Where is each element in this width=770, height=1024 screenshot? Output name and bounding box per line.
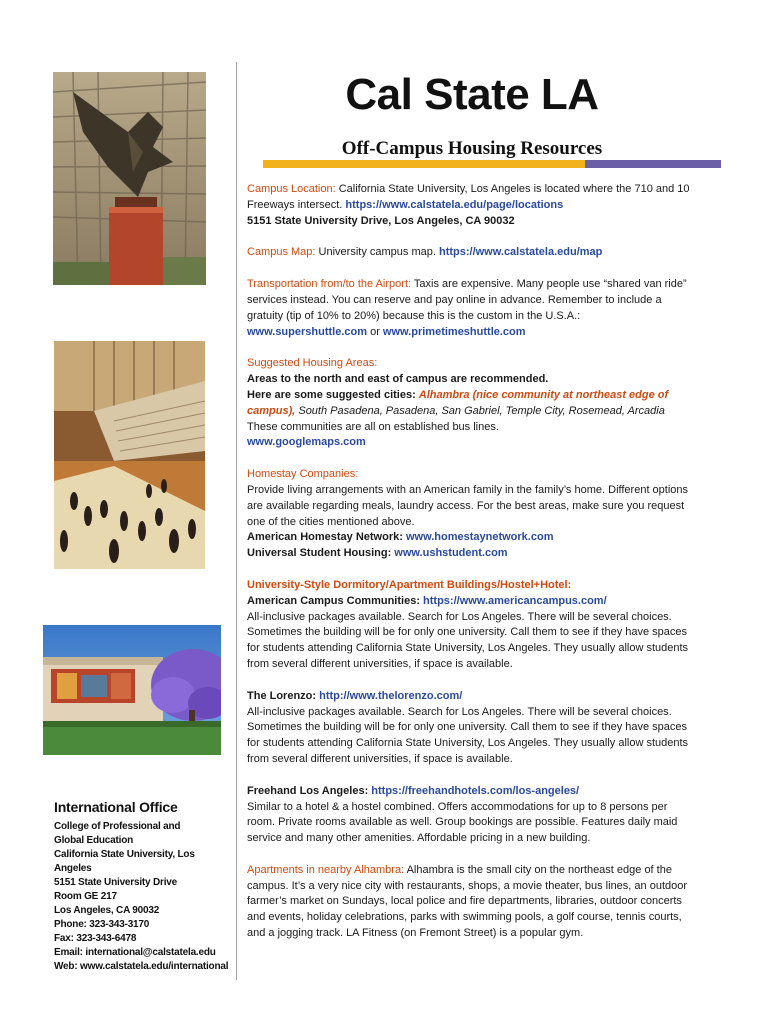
office-line: Global Education	[54, 835, 134, 846]
section-text: Similar to a hotel & a hostel combined. Offers accommodations for up to 8 persons per room. Private rooms available as well. Group bookings are possible. Features daily maid service and many other amenities. Affordable pricing in a new building.	[247, 800, 678, 845]
freehandhotels-link[interactable]: https://freehandhotels.com/los-angeles/	[371, 784, 580, 797]
section-text: Alhambra is the small city on the northeast edge of the campus. It’s a very nice city with restaurants, shops, a movie theater, bus lines, an outdoor farmer’s market on Sundays, local police and fire departments, libraries, outdoor concerts and events, holiday celebrations, parks with swimming pools, a golf course, tennis courts, and a jogging track. LA Fitness (on Fremont Street) is a popular gym.	[247, 863, 688, 940]
page-subtitle: Off-Campus Housing Resources	[341, 138, 603, 159]
section-text: Taxis are expensive. Many people use “shared van ride” services instead. You can reserve and pay online in advance. Remember to include a gratuity (tip of 10% to 20%) because this is the custom in the U.S.A.:	[247, 278, 687, 322]
office-email[interactable]: Email: international@calstatela.edu	[54, 947, 216, 958]
section-heading: Suggested Housing Areas:	[247, 357, 378, 370]
ushstudent-link[interactable]: www.ushstudent.com	[394, 547, 508, 560]
supershuttle-link[interactable]: www.supershuttle.com	[247, 325, 368, 338]
section-heading: Homestay Companies:	[247, 468, 359, 481]
section-heading: Apartments in nearby Alhambra:	[247, 863, 405, 876]
office-web[interactable]: Web: www.calstatela.edu/international	[54, 961, 229, 972]
areas-recommendation: Areas to the north and east of campus are recommended.	[247, 373, 549, 386]
office-line: 5151 State University Drive	[54, 877, 178, 888]
section-dormitory	[247, 578, 697, 673]
section-heading: Campus Location:	[247, 183, 336, 195]
vertical-divider	[236, 62, 237, 980]
section-airport-transport	[247, 277, 697, 340]
page-title: Cal State LA	[345, 70, 599, 119]
section-alhambra-apartments	[247, 863, 697, 942]
international-office-contact	[54, 800, 234, 974]
section-homestay	[247, 467, 697, 562]
resources-content	[247, 182, 697, 958]
areas-bus-note: These communities are all on established bus lines.	[247, 420, 499, 433]
campus-map-link[interactable]: https://www.calstatela.edu/map	[438, 246, 603, 259]
section-text: Provide living arrangements with an American family in the family’s home. Different options are available regarding meals, laundry access. For the best areas, make sure you request one of the cities mentioned above.	[247, 483, 689, 528]
americancampus-link[interactable]: https://www.americancampus.com/	[423, 594, 607, 607]
office-phone: Phone: 323-343-3170	[54, 919, 150, 930]
campus-address: 5151 State University Drive, Los Angeles, CA 90032	[247, 214, 515, 227]
freehand-label: Freehand Los Angeles:	[247, 784, 372, 797]
purple-bar-segment	[585, 160, 721, 168]
section-text: California State University, Los Angeles is located where the 710 and 10 Freeways intersect.	[247, 183, 690, 211]
section-heading: Campus Map:	[247, 246, 316, 259]
section-text: All-inclusive packages available. Search for Los Angeles. There will be several choices. Sometimes the building will be for only one university. Call them to see if they have spaces for students attending California State University, Los Angeles. They usually allow students from several different universities, if space is available.	[247, 705, 689, 765]
section-heading: Transportation from/to the Airport:	[247, 278, 412, 291]
googlemaps-link[interactable]: www.googlemaps.com	[247, 436, 366, 449]
section-heading: University-Style Dormitory/Apartment Buildings/Hostel+Hotel:	[247, 578, 572, 591]
section-campus-map	[247, 245, 697, 261]
campus-atrium-photo	[54, 341, 205, 569]
lorenzo-label: The Lorenzo:	[247, 689, 320, 702]
gold-bar-segment	[263, 160, 585, 168]
office-line: Los Angeles, CA 90032	[54, 905, 160, 916]
thelorenzo-link[interactable]: http://www.thelorenzo.com/	[319, 689, 463, 702]
office-fax: Fax: 323-343-6478	[54, 933, 137, 944]
section-text: University campus map.	[315, 246, 439, 259]
office-title: International Office	[54, 799, 178, 815]
office-line: Room GE 217	[54, 891, 117, 902]
office-line: California State University, Los Angeles	[54, 849, 195, 874]
campus-jacaranda-mural-photo	[43, 625, 221, 755]
areas-cities-label: Here are some suggested cities:	[247, 388, 419, 401]
section-freehand	[247, 784, 697, 847]
office-line: College of Professional and	[54, 821, 181, 832]
page-header	[247, 70, 697, 160]
section-suggested-areas	[247, 356, 697, 451]
american-campus-label: American Campus Communities:	[247, 594, 424, 607]
section-lorenzo	[247, 689, 697, 768]
alhambra-highlight: Alhambra (nice community at northeast edge of campus),	[247, 388, 669, 417]
areas-cities-list: South Pasadena, Pasadena, San Gabriel, Temple City, Rosemead, Arcadia	[295, 404, 665, 417]
universal-student-housing-label: Universal Student Housing:	[247, 547, 395, 560]
homestaynetwork-link[interactable]: www.homestaynetwork.com	[405, 531, 554, 544]
eagle-statue-photo	[53, 72, 206, 285]
section-text: All-inclusive packages available. Search for Los Angeles. There will be several choices. Sometimes the building will be for only one university. Call them to see if they have spaces for students attending California State University, Los Angeles. They usually allow students from several different universities, if space is available.	[247, 610, 689, 670]
locations-link[interactable]: https://www.calstatela.edu/page/locations	[345, 198, 564, 211]
section-campus-location	[247, 182, 697, 229]
homestay-network-label: American Homestay Network:	[247, 531, 406, 544]
or-text: or	[367, 325, 383, 338]
primetimeshuttle-link[interactable]: www.primetimeshuttle.com	[382, 325, 526, 338]
